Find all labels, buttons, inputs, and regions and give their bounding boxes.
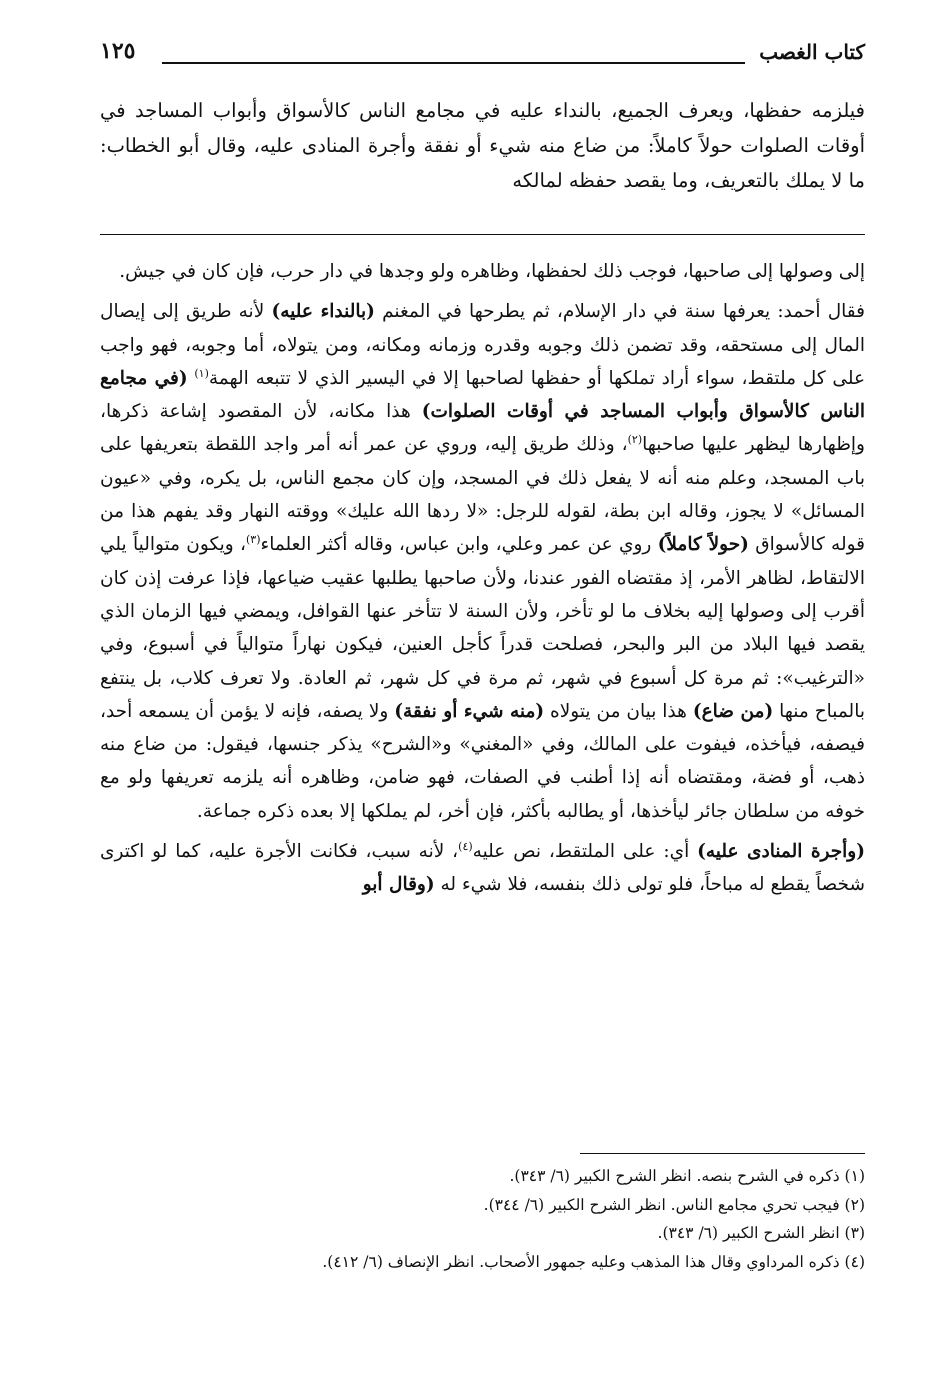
- text-run: ولا يصفه، فإنه لا يؤمن أن يسمعه أحد، فيصفه، فيأخذه، فيفوت على المالك، وفي «المغني» و«الشرح» يذكر جنسها، فيقول: من ضاع منه ذهب، أو فضة، ومقتضاه أنه إذا أطنب في الصفات، فهو ضامن، وظاهره أنه يلزمه تعريفها ولو مع خوفه من سلطان جائر ليأخذها، أو يطالبه بأكثر، فإن أخر، لم يملكها إلا بعده ذكره جماعة.: [100, 700, 865, 822]
- running-header: [100, 36, 865, 76]
- book-title: كتاب الغصب: [759, 40, 865, 64]
- text-run: ، لأنه سبب، فكانت الأجرة عليه، كما لو اكترى شخصاً يقطع له مباحاً، فلو تولى ذلك بنفسه، فلا شيء له: [100, 841, 865, 896]
- text-run: ، ويكون متوالياً يلي الالتقاط، لظاهر الأمر، إذ مقتضاه الفور عندنا، ولأن صاحبها يطلبها عقيب ضياعها، فإذا عرفت إذن كان أقرب إلى وصولها إليه بخلاف ما لو تأخر، ولأن السنة لا تتأخر عنها القوافل، ويمضي فيها الزمان الذي يقصد فيها البلاد من البر والبحر، فصلحت قدراً كأجل العنين، فيكون نهاراً متوالياً في أسبوع، وفي «الترغيب»: ثم مرة كل أسبوع في شهر، ثم مرة في كل شهر، ثم العادة. ولا تعرف كلاب، بل ينتفع بالمباح منها: [100, 534, 865, 722]
- text-run: هذا مكانه، لأن المقصود إشاعة ذكرها، وإظهارها ليظهر عليها صاحبها: [100, 401, 865, 456]
- footnote-ref-1[interactable]: (١): [194, 366, 209, 380]
- footnote-2: (٢) فيجب تحري مجامع الناس. انظر الشرح الكبير (٦/ ٣٤٤).: [483, 1195, 865, 1214]
- matn-quote: (بالنداء عليه): [271, 301, 375, 323]
- sharh-commentary: [100, 255, 865, 909]
- text-run: روي عن عمر وعلي، وابن عباس، وقاله أكثر العلماء: [260, 534, 658, 556]
- sharh-paragraph-3: [100, 835, 865, 902]
- footnote-ref-4[interactable]: (٤): [458, 839, 473, 853]
- matn-quote: (حولاً كاملاً): [657, 534, 749, 556]
- footnote-ref-2[interactable]: (٢): [627, 433, 643, 447]
- header-rule: [162, 62, 745, 64]
- footnotes: [100, 1162, 865, 1276]
- text-run: أي: على الملتقط، نص عليه: [472, 841, 698, 863]
- text-run: ، وذلك طريق إليه، وروي عن عمر أنه أمر واجد اللقطة بتعريفها على باب المسجد، وعلم منه أنه لا يفعل ذلك في المسجد، وإن كان مجمع الناس، بل يكره، وفي «عيون المسائل» لا يجوز، وقاله ابن بطة، لقوله للرجل: «لا ردها الله عليك» ووقته النهار وقد يفهم هذا من قوله كالأسواق: [100, 434, 866, 556]
- text-run: فقال أحمد: يعرفها سنة في دار الإسلام، ثم يطرحها في المغنم: [374, 301, 865, 323]
- text-run: هذا بيان من يتولاه: [544, 700, 693, 722]
- footnote-ref-3[interactable]: (٣): [246, 533, 261, 547]
- matn-text-block: [100, 93, 865, 198]
- matn-quote: (في مجامع الناس كالأسواق وأبواب المساجد في أوقات الصلوات): [100, 367, 865, 423]
- matn-quote: (من ضاع): [692, 700, 774, 722]
- matn-quote: (منه شيء أو نفقة): [394, 700, 545, 722]
- footnote-4: (٤) ذكره المرداوي وقال هذا المذهب وعليه جمهور الأصحاب. انظر الإنصاف (٦/ ٤١٢).: [322, 1252, 865, 1271]
- matn-quote: (وقال أبو: [362, 874, 435, 896]
- sharh-paragraph-1: إلى وصولها إلى صاحبها، فوجب ذلك لحفظها، وظاهره ولو وجدها في دار حرب، فإن كان في جيش.: [119, 261, 865, 282]
- sharh-paragraph-2: [100, 295, 865, 828]
- matn-quote: (وأجرة المنادى عليه): [697, 841, 865, 863]
- matn-sharh-divider: [100, 234, 865, 235]
- text-run: لأنه طريق إلى إيصال المال إلى مستحقه، وقد تضمن ذلك وجوبه وقدره وزمانه ومكانه، ومن يتولاه، أما وجوبه، فهو واجب على كل ملتقط، سواء أراد تملكها أو حفظها لصاحبها إلا في اليسير الذي لا تتبعه الهمة: [100, 301, 865, 389]
- footnote-3: (٣) انظر الشرح الكبير (٦/ ٣٤٣).: [657, 1224, 865, 1242]
- matn-paragraph: فيلزمه حفظها، ويعرف الجميع، بالنداء عليه في مجامع الناس كالأسواق وأبواب المساجد في أوقات الصلوات حولاً كاملاً: من ضاع منه شيء أو نفقة وأجرة المنادى عليه، وقال أبو الخطاب: ما لا يملك بالتعريف، وما يقصد حفظه لمالكه: [100, 99, 865, 192]
- page-number: ١٢٥: [100, 38, 136, 64]
- footnote-divider: [580, 1153, 865, 1154]
- footnote-1: (١) ذكره في الشرح بنصه. انظر الشرح الكبير (٦/ ٣٤٣).: [509, 1167, 865, 1185]
